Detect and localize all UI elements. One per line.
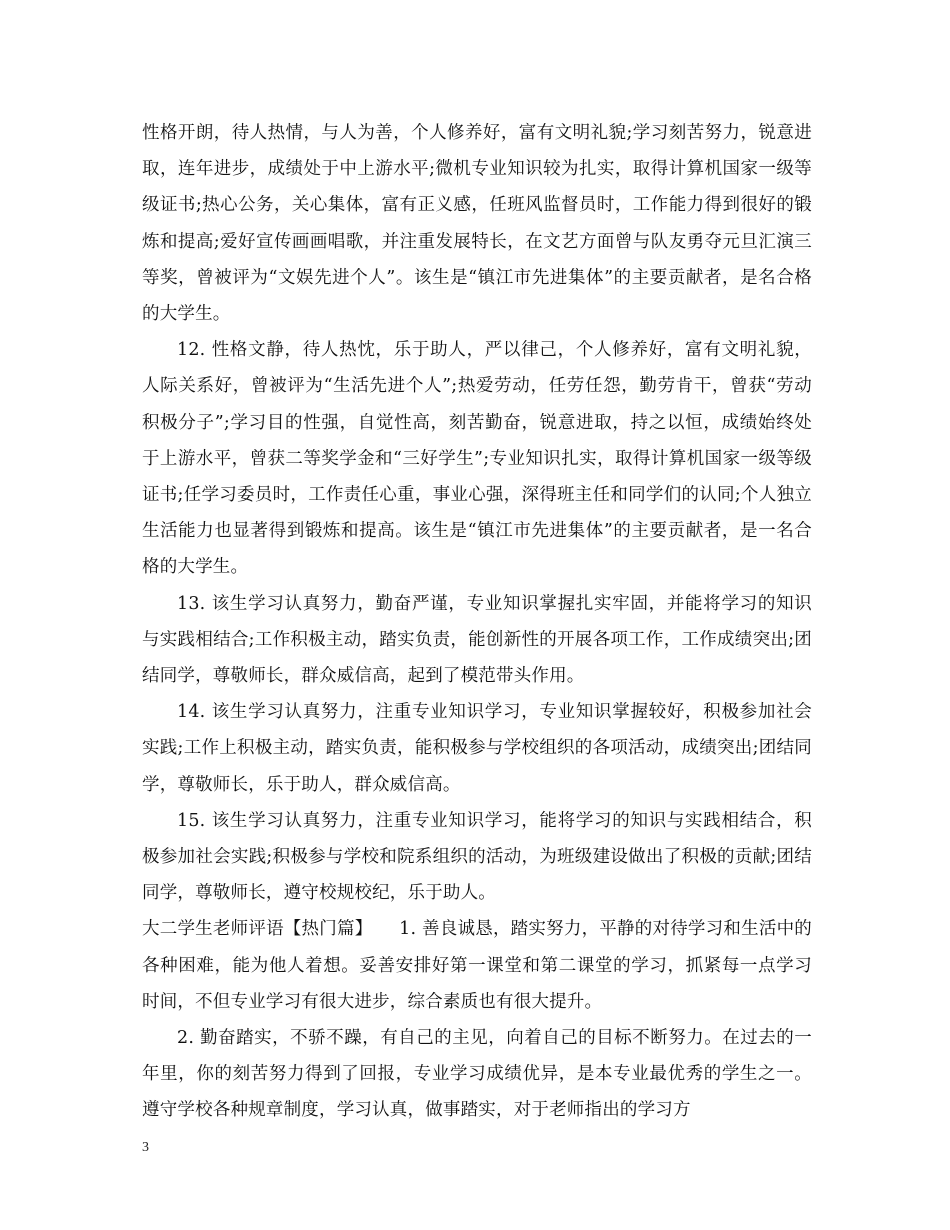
paragraph-item-13: 13. 该生学习认真努力，勤奋严谨，专业知识掌握扎实牢固，并能将学习的知识与实践相结合;工作积极主动，踏实负责，能创新性的开展各项工作，工作成绩突出;团结同学，尊敬师长，群众威信高，起到了模范带头作用。 — [142, 593, 812, 687]
section-heading-paragraph: 大二学生老师评语【热门篇】 1. 善良诚恳，踏实努力，平静的对待学习和生活中的各种困难，能为他人着想。妥善安排好第一课堂和第二课堂的学习，抓紧每一点学习时间，不但专业学习有很大进步，综合素质也有很大提升。 — [142, 919, 812, 1012]
paragraph-item-12: 12. 性格文静，待人热忱，乐于助人，严以律己，个人修养好，富有文明礼貌，人际关系好，曾被评为“生活先进个人”;热爱劳动，任劳任怨，勤劳肯干，曾获“劳动积极分子”;学习目的性强，自觉性高，刻苦勤奋，锐意进取，持之以恒，成绩始终处于上游水平，曾获二等奖学金和“三好学生”;专业知识扎实，取得计算机国家一级等级证书;任学习委员时，工作责任心重，事业心强，深得班主任和同学们的认同;个人独立生活能力也显著得到锻炼和提高。该生是“镇江市先进集体”的主要贡献者，是一名合格的大学生。 — [142, 340, 812, 578]
paragraph-item-14: 14. 该生学习认真努力，注重专业知识学习，专业知识掌握较好，积极参加社会实践;工作上积极主动，踏实负责，能积极参与学校组织的各项活动，成绩突出;团结同学，尊敬师长，乐于助人，群众威信高。 — [142, 702, 812, 795]
paragraph-item-15: 15. 该生学习认真努力，注重专业知识学习，能将学习的知识与实践相结合，积极参加社会实践;积极参与学校和院系组织的活动，为班级建设做出了积极的贡献;团结同学，尊敬师长，遵守校规校纪，乐于助人。 — [142, 810, 812, 904]
paragraph-item-2: 2. 勤奋踏实，不骄不躁，有自己的主见，向着自己的目标不断努力。在过去的一年里，你的刻苦努力得到了回报，专业学习成绩优异，是本专业最优秀的学生之一。 遵守学校各种规章制度，学习认真，做事踏实，对于老师指出的学习方 — [142, 1028, 812, 1121]
page-number: 3 — [142, 1140, 149, 1155]
paragraph-continued: 性格开朗，待人热情，与人为善，个人修养好，富有文明礼貌;学习刻苦努力，锐意进取，连年进步，成绩处于中上游水平;微机专业知识较为扎实，取得计算机国家一级等级证书;热心公务，关心集体，富有正义感，任班风监督员时，工作能力得到很好的锻炼和提高;爱好宣传画画唱歌，并注重发展特长，在文艺方面曾与队友勇夺元旦汇演三等奖，曾被评为“文娱先进个人”。该生是“镇江市先进集体”的主要贡献者，是名合格的大学生。 — [142, 123, 812, 325]
document-body — [142, 115, 812, 1129]
